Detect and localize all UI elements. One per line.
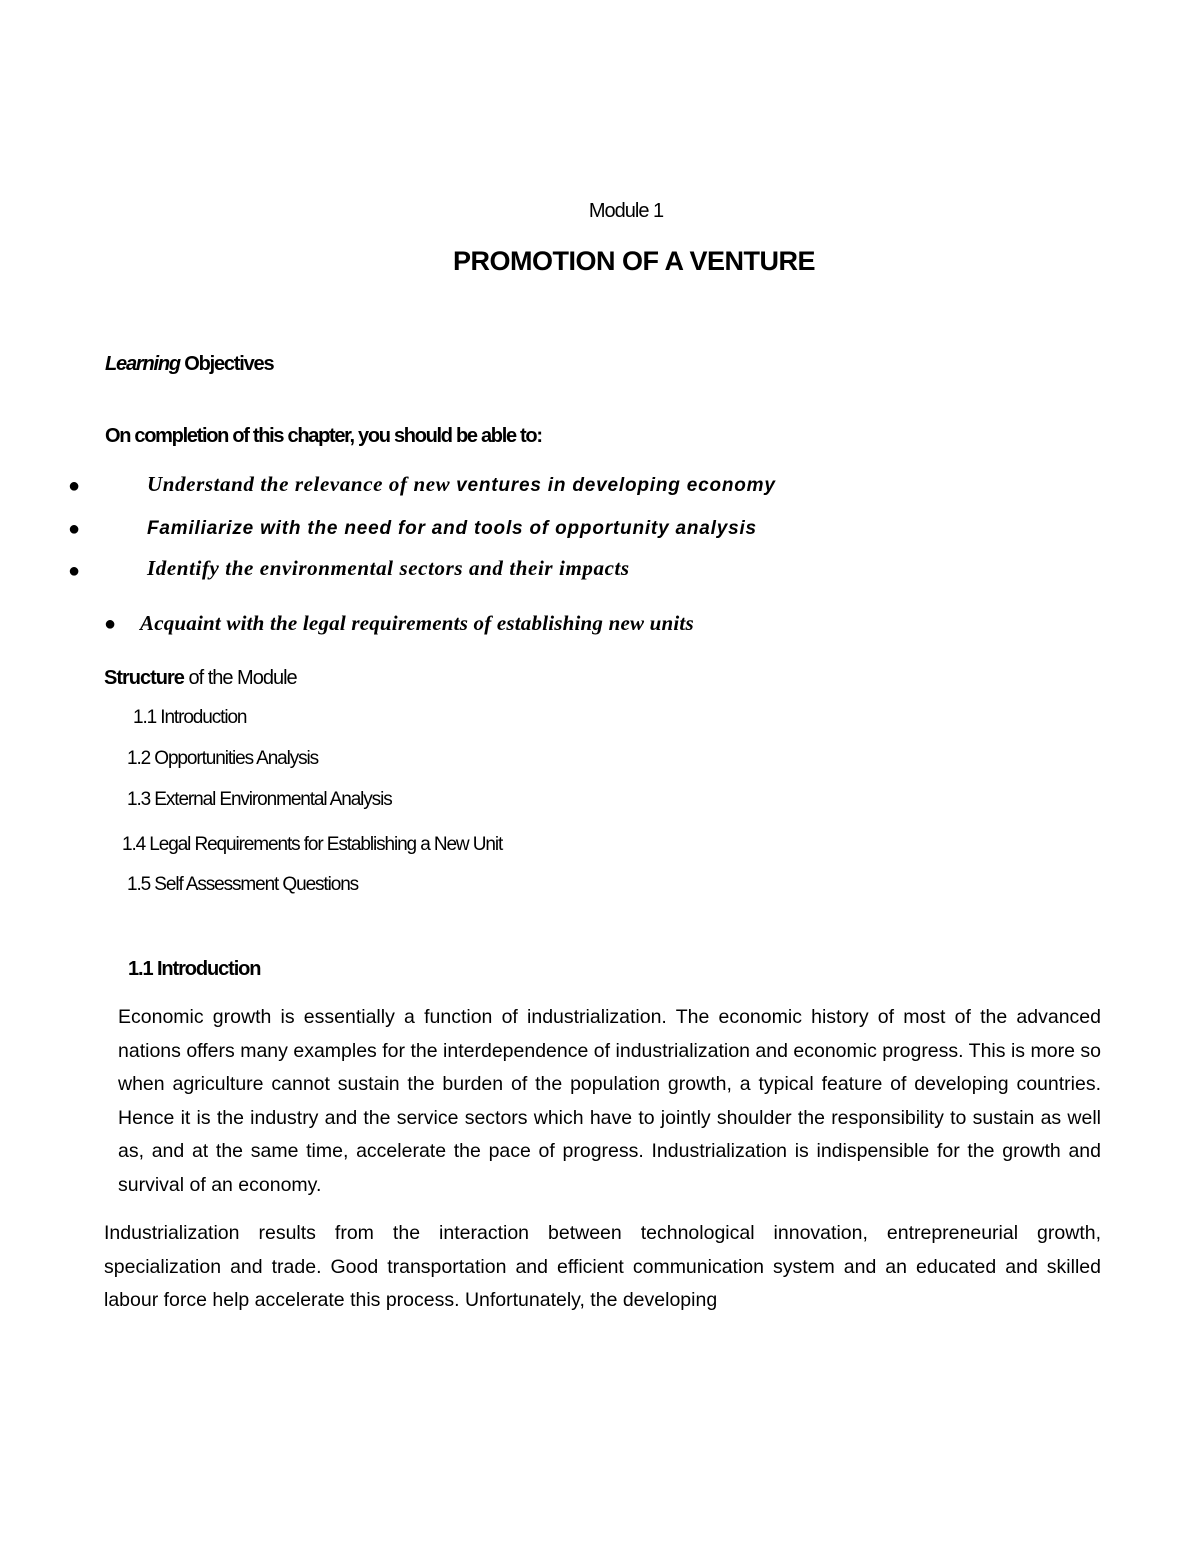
body-paragraph: Economic growth is essentially a function of industrialization. The economic history of most of the advanced nations offers many examples for the interdependence of industrialization and economic progress. This is more so when agriculture cannot sustain the burden of the population growth, a typical feature of developing countries. Hence it is the industry and the service sectors which have to jointly shoulder the responsibility to sustain as well as, and at the same time, accelerate the pace of progress. Industrialization is indispensible for the growth and survival of an economy. bbox=[118, 1006, 1101, 1196]
bullet-icon: ● bbox=[68, 518, 81, 540]
toc-item: 1.1 Introduction bbox=[133, 707, 247, 728]
toc-item: 1.2 Opportunities Analysis bbox=[127, 748, 319, 769]
learning-objectives-heading-rest: Objectives bbox=[179, 353, 274, 375]
structure-heading bbox=[104, 667, 297, 690]
objective-text: Identify the environmental sectors and their impacts bbox=[147, 556, 630, 580]
learning-objectives-intro: On completion of this chapter, you should be able to: bbox=[105, 425, 542, 447]
bullet-icon: ● bbox=[68, 475, 81, 497]
structure-heading-bold: Structure bbox=[104, 667, 184, 689]
structure-heading-rest: of the Module bbox=[183, 667, 297, 689]
objective-text: ventures in developing economy bbox=[456, 475, 776, 496]
toc-item: 1.3 External Environmental Analysis bbox=[127, 789, 392, 810]
objective-text: Understand the relevance of new bbox=[147, 472, 457, 496]
objective-item bbox=[147, 472, 776, 497]
objective-text: Familiarize with the need for and tools of opportunity analysis bbox=[147, 518, 757, 539]
bullet-icon: ● bbox=[104, 613, 117, 635]
learning-objectives-heading-italic: Learning bbox=[105, 353, 180, 375]
toc-item: 1.4 Legal Requirements for Establishing a New Unit bbox=[122, 834, 503, 855]
module-title: PROMOTION OF A VENTURE bbox=[452, 246, 815, 276]
objective-text: Acquaint with the legal requirements of establishing new units bbox=[140, 611, 694, 635]
module-label: Module 1 bbox=[588, 200, 664, 222]
toc-item: 1.5 Self Assessment Questions bbox=[127, 874, 359, 895]
learning-objectives-heading bbox=[105, 353, 273, 376]
bullet-icon: ● bbox=[68, 560, 81, 582]
section-heading: 1.1 Introduction bbox=[128, 958, 261, 980]
body-paragraph: Industrialization results from the interaction between technological innovation, entrepreneurial growth, specialization and trade. Good transportation and efficient communication system and an educated and skilled labour force help accelerate this process. Unfortunately, the developing bbox=[104, 1222, 1101, 1312]
